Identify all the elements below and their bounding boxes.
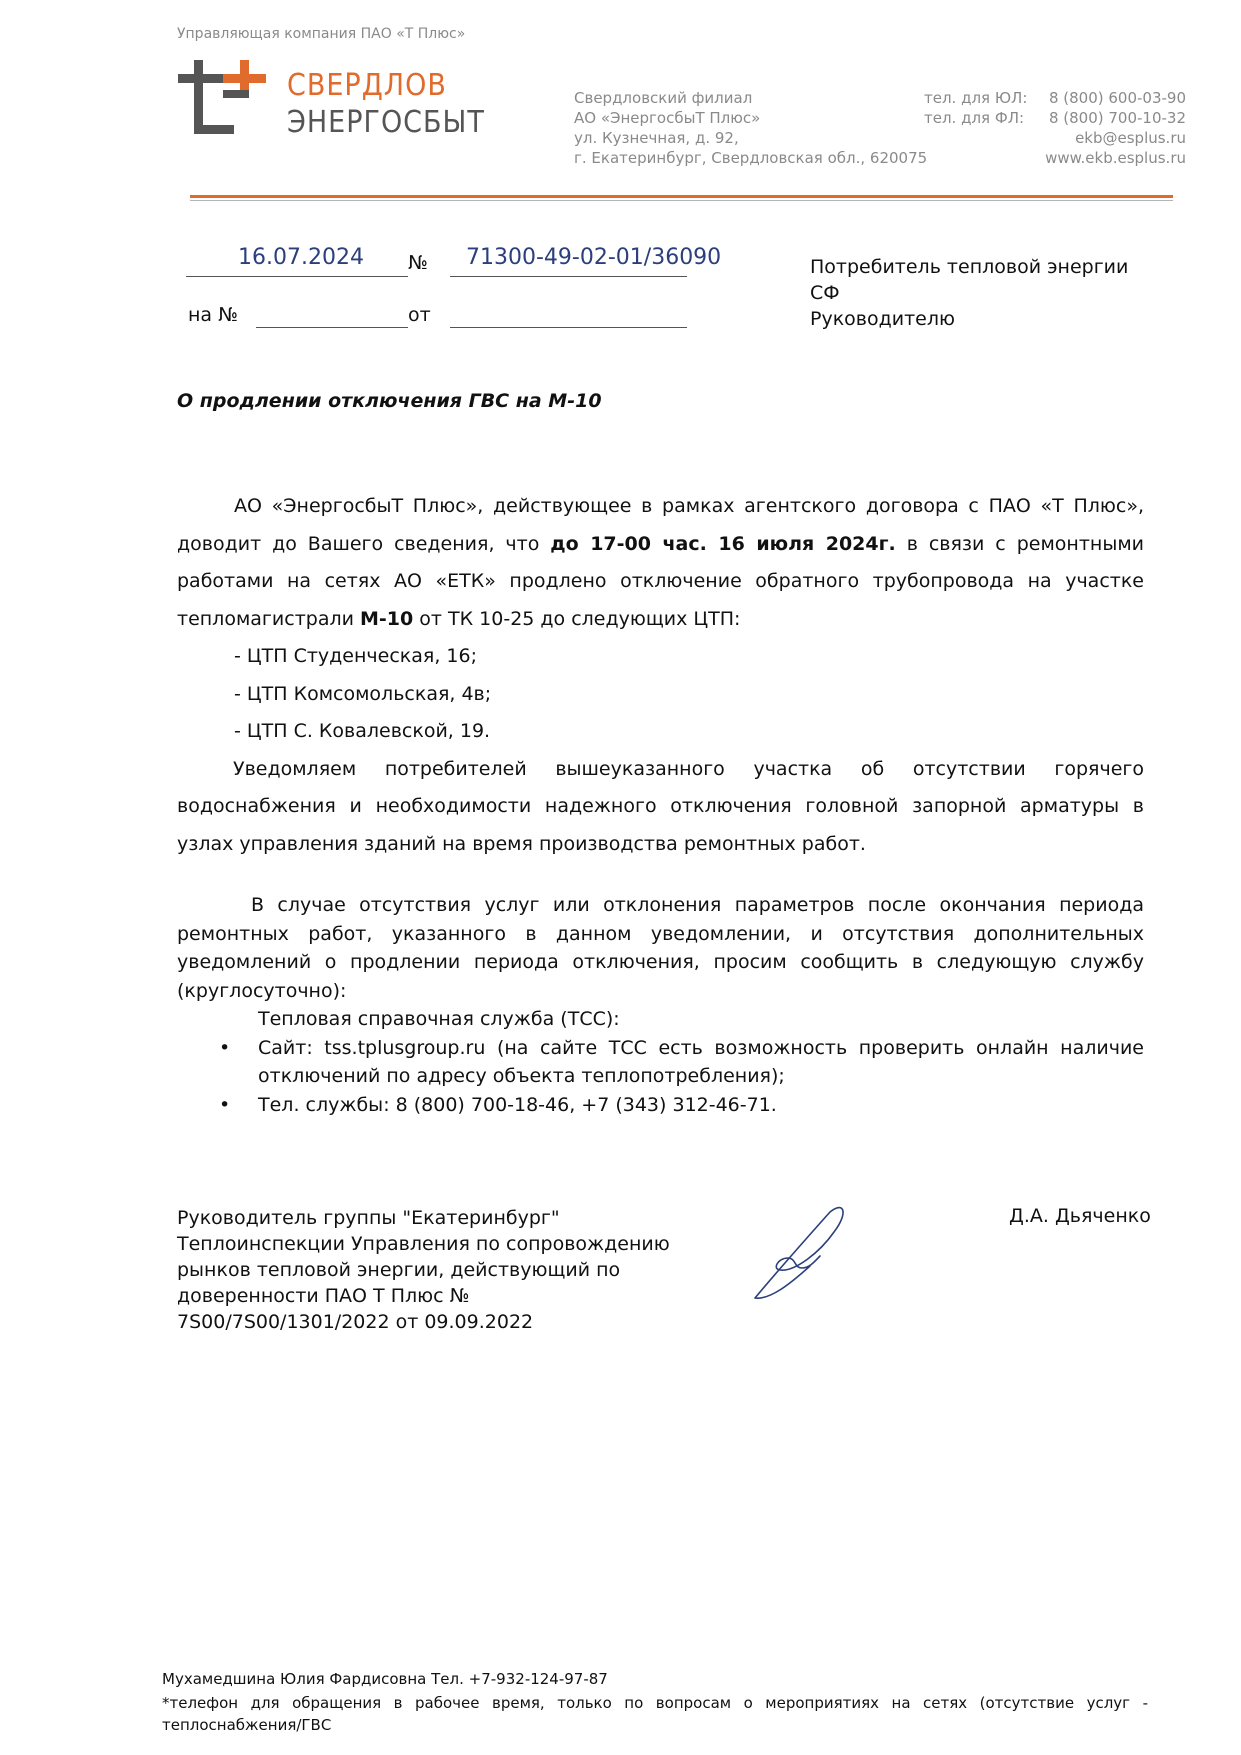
address-line: г. Екатеринбург, Свердловская обл., 620075 [574,149,928,167]
signatory-name: Д.А. Дьяченко [1009,1205,1151,1227]
pipeline-name: М-10 [360,607,414,630]
position-line: рынков тепловой энергии, действующий по [177,1259,621,1281]
list-item [177,1034,1144,1091]
list-item [177,1091,1144,1120]
text-run: АО «ЭнергосбыТ Плюс», действующее в рамках агентского договора с ПАО «Т Плюс», доводит до Вашего сведения, что [177,495,1144,555]
position-line: доверенности ПАО Т Плюс № [177,1285,470,1307]
position-line: Теплоинспекции Управления по сопровождению [177,1233,670,1255]
bullet-icon: • [219,1093,231,1116]
bullet-icon: • [219,1036,231,1059]
executor-info: Мухамедшина Юлия Фардисовна Тел. +7-932-124-97-87 [162,1670,608,1688]
address-line: АО «ЭнергосбыТ Плюс» [574,109,761,127]
recipient-line: Потребитель тепловой энергии [810,256,1129,278]
letter-body [177,488,1144,863]
address-line: ул. Кузнечная, д. 92, [574,129,739,147]
number-underline [450,276,687,277]
address-line: Свердловский филиал [574,89,753,107]
position-line: 7S00/7S00/1301/2022 от 09.09.2022 [177,1311,534,1333]
contact-value: 8 (800) 600-03-90 [1048,89,1186,107]
footer-note: *телефон для обращения в рабочее время, только по вопросам о мероприятиях на сетях (отсутствие услуг - теплоснабжения/ГВС [162,1694,1148,1734]
number-sign: № [408,252,428,274]
handwritten-signature-icon [750,1200,860,1310]
company-logo-icon [178,60,278,136]
paragraph-notice [177,488,1144,638]
contact-label: тел. для ЮЛ: [924,89,1028,107]
text-run: от ТК 10-25 до следующих ЦТП: [413,607,741,630]
brand-name-line2: ЭНЕРГОСБЫТ [287,105,485,140]
position-line: Руководитель группы "Екатеринбург" [177,1207,560,1229]
service-name: Тепловая справочная служба (ТСС): [258,1008,620,1030]
reply-to-label: на № [188,304,238,326]
service-phone: Тел. службы: 8 (800) 700-18-46, +7 (343) 312-46-71. [258,1093,777,1116]
signatory-position [177,1205,697,1335]
ctp-item: - ЦТП Комсомольская, 4в; [234,682,492,705]
document-date: 16.07.2024 [238,245,364,270]
document-number: 71300-49-02-01/36090 [466,245,722,270]
date-underline [186,276,408,277]
contact-website: www.ekb.esplus.ru [1045,149,1186,167]
recipient-line: СФ [810,282,840,304]
letter-subject: О продлении отключения ГВС на М-10 [177,390,602,412]
brand-name-line1: СВЕРДЛОВ [287,68,447,103]
sender-contacts [924,88,1186,168]
contact-label: тел. для ФЛ: [924,109,1025,127]
recipient-line: Руководителю [810,308,956,330]
recipient-block [810,254,1128,332]
header-divider-accent [190,195,1173,198]
managing-company: Управляющая компания ПАО «Т Плюс» [177,26,466,42]
letter-body-contacts [177,891,1144,1119]
sender-address [574,88,927,168]
reply-number-underline [256,327,408,328]
text-run: в связи с ремонтными работами на сетях АО «ЕТК» продлено отключение обратного трубопровода на участке тепломагистрали [177,532,1145,630]
deadline-text: до 17-00 час. 16 июля 2024г. [550,532,896,555]
ctp-item: - ЦТП Студенческая, 16; [234,645,477,667]
header-divider [190,200,1173,201]
ctp-item: - ЦТП С. Ковалевской, 19. [234,720,491,742]
from-label: от [408,304,431,326]
paragraph-report: В случае отсутствия услуг или отклонения параметров после окончания периода ремонтных работ, указанного в данном уведомлении, и отсутствия дополнительных уведомлений о продлении периода отключения, просим сообщить в следующую службу (круглосуточно): [177,894,1144,1002]
reply-date-underline [450,327,687,328]
contact-email: ekb@esplus.ru [1075,129,1186,147]
paragraph-consumers: Уведомляем потребителей вышеуказанного участка об отсутствии горячего водоснабжения и необходимости надежного отключения головной запорной арматуры в узлах управления зданий на время производства ремонтных работ. [177,757,1144,855]
contact-value: 8 (800) 700-10-32 [1048,109,1186,127]
service-website: Сайт: tss.tplusgroup.ru (на сайте ТСС есть возможность проверить онлайн наличие отключений по адресу объекта теплопотребления); [258,1036,1144,1087]
